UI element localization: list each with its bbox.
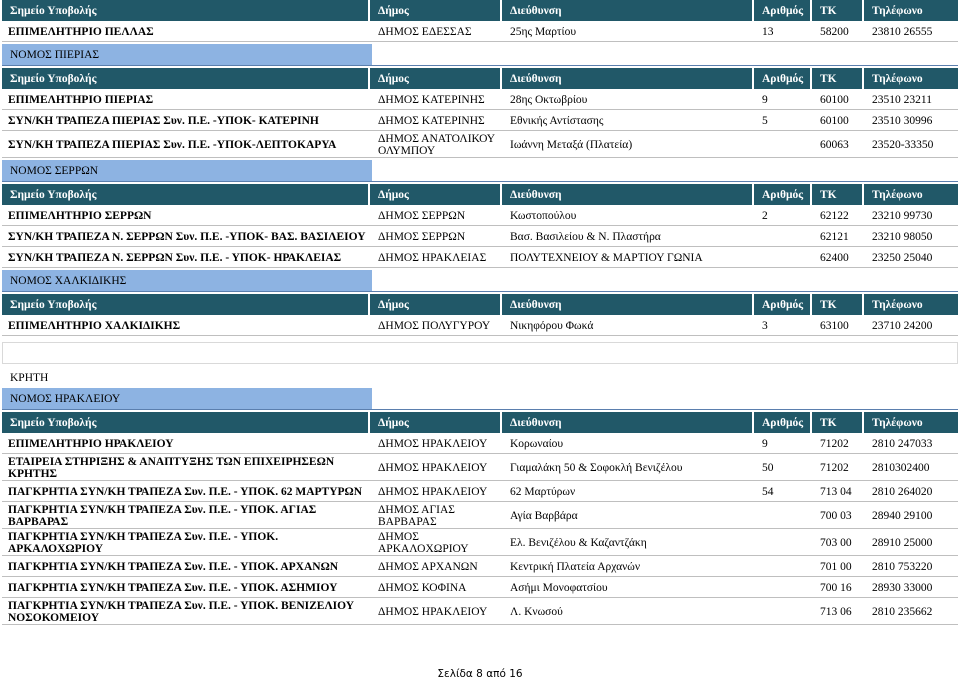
header-address: Διεύθυνση — [504, 68, 754, 89]
table-row — [2, 558, 958, 577]
cell-address: Κεντρική Πλατεία Αρχανών — [510, 561, 641, 573]
cell-address: ΠΟΛΥΤΕΧΝΕΙΟΥ & ΜΑΡΤΙΟΥ ΓΩΝΙΑ — [510, 252, 703, 264]
cell-number: 9 — [762, 438, 768, 450]
header-point: Σημείο Υποβολής — [2, 412, 370, 433]
cell-tk: 71202 — [820, 462, 849, 474]
table-header-row — [2, 0, 958, 21]
cell-number — [756, 600, 812, 624]
header-address: Διεύθυνση — [504, 184, 754, 205]
cell-address: Ιωάννη Μεταξά (Πλατεία) — [510, 139, 633, 151]
cell-tk: 701 00 — [820, 561, 852, 573]
cell-dimos: ΔΗΜΟΣ ΚΑΤΕΡΙΝΗΣ — [378, 94, 485, 106]
cell-point: ΠΑΓΚΡΗΤΙΑ ΣΥΝ/ΚΗ ΤΡΑΠΕΖΑ Συν. Π.Ε. - ΥΠΟΚ. ΑΣΗΜΙΟΥ — [8, 582, 338, 594]
cell-phone: 28930 33000 — [872, 582, 933, 594]
cell-point: ΣΥΝ/ΚΗ ΤΡΑΠΕΖΑ ΠΙΕΡΙΑΣ Συν. Π.Ε. -ΥΠΟΚ- ΚΑΤΕΡΙΝΗ — [8, 115, 319, 127]
header-phone: Τηλέφωνο — [872, 4, 923, 17]
cell-number — [756, 133, 812, 157]
header-point: Σημείο Υποβολής — [2, 0, 370, 21]
cell-number: 54 — [762, 486, 774, 498]
cell-tk: 62122 — [820, 210, 849, 222]
cell-point: ΕΠΙΜΕΛΗΤΗΡΙΟ ΧΑΛΚΙΔΙΚΗΣ — [8, 320, 181, 332]
cell-dimos: ΔΗΜΟΣ ΚΟΦΙΝΑ — [378, 582, 467, 594]
cell-tk: 62400 — [820, 252, 849, 264]
cell-point: ΠΑΓΚΡΗΤΙΑ ΣΥΝ/ΚΗ ΤΡΑΠΕΖΑ Συν. Π.Ε. - ΥΠΟΚ. ΑΡΚΑΛΟΧΩΡΙΟΥ — [8, 531, 279, 555]
cell-tk: 60100 — [820, 115, 849, 127]
cell-dimos: ΔΗΜΟΣ ΣΕΡΡΩΝ — [378, 210, 466, 222]
cell-tk: 71202 — [820, 438, 849, 450]
cell-tk: 700 16 — [820, 582, 852, 594]
table-header-row — [2, 184, 958, 205]
prefecture-title: ΝΟΜΟΣ ΧΑΛΚΙΔΙΚΗΣ — [10, 274, 127, 287]
cell-dimos: ΔΗΜΟΣ ΚΑΤΕΡΙΝΗΣ — [378, 115, 485, 127]
cell-dimos: ΔΗΜΟΣ ΑΓΙΑΣ ΒΑΡΒΑΡΑΣ — [378, 504, 455, 528]
cell-point: ΕΠΙΜΕΛΗΤΗΡΙΟ ΣΕΡΡΩΝ — [8, 210, 152, 222]
cell-dimos: ΔΗΜΟΣ ΗΡΑΚΛΕΙΟΥ — [378, 438, 488, 450]
header-address: Διεύθυνση — [504, 0, 754, 21]
table-row — [2, 91, 958, 110]
cell-phone: 23210 99730 — [872, 210, 933, 222]
table-row — [2, 207, 958, 226]
cell-phone: 23210 98050 — [872, 231, 933, 243]
header-dimos: Δήμος — [372, 294, 502, 315]
cell-number: 9 — [762, 94, 768, 106]
table-row — [2, 23, 958, 42]
table-row — [2, 435, 958, 454]
table-row — [2, 531, 958, 556]
table-header-row — [2, 412, 958, 433]
cell-tk: 60100 — [820, 94, 849, 106]
cell-address: Βασ. Βασιλείου & Ν. Πλαστήρα — [510, 231, 661, 243]
cell-number: 2 — [762, 210, 768, 222]
cell-number — [756, 558, 812, 576]
cell-dimos: ΔΗΜΟΣ ΕΔΕΣΣΑΣ — [378, 26, 472, 38]
cell-phone: 23810 26555 — [872, 26, 933, 38]
cell-dimos: ΔΗΜΟΣ ΑΡΚΑΛΟΧΩΡΙΟΥ — [378, 531, 469, 555]
cell-dimos: ΔΗΜΟΣ ΗΡΑΚΛΕΙΟΥ — [378, 462, 488, 474]
cell-dimos: ΔΗΜΟΣ ΑΝΑΤΟΛΙΚΟΥ ΟΛΥΜΠΟΥ — [378, 133, 495, 157]
cell-point: ΕΤΑΙΡΕΙΑ ΣΤΗΡΙΞΗΣ & ΑΝΑΠΤΥΞΗΣ ΤΩΝ ΕΠΙΧΕΙΡΗΣΕΩΝ ΚΡΗΤΗΣ — [8, 456, 335, 480]
header-phone: Τηλέφωνο — [872, 188, 923, 201]
header-number: Αριθμός — [756, 0, 812, 21]
cell-number: 13 — [762, 26, 774, 38]
header-dimos: Δήμος — [372, 68, 502, 89]
cell-address: 62 Μαρτύρων — [510, 486, 576, 498]
table-row — [2, 600, 958, 625]
table-header-row — [2, 294, 958, 315]
table-row — [2, 317, 958, 336]
cell-address: Κορωναίου — [510, 438, 564, 450]
cell-phone: 2810 753220 — [872, 561, 933, 573]
table-row — [2, 133, 958, 158]
header-phone: Τηλέφωνο — [872, 416, 923, 429]
header-point: Σημείο Υποβολής — [2, 68, 370, 89]
cell-tk: 713 06 — [820, 606, 852, 618]
cell-phone: 28940 29100 — [872, 510, 933, 522]
header-number: Αριθμός — [756, 68, 812, 89]
table-row — [2, 483, 958, 502]
cell-tk: 60063 — [820, 139, 849, 151]
cell-point: ΠΑΓΚΡΗΤΙΑ ΣΥΝ/ΚΗ ΤΡΑΠΕΖΑ Συν. Π.Ε. - ΥΠΟΚ. 62 ΜΑΡΤΥΡΩΝ — [8, 486, 363, 498]
cell-tk: 63100 — [820, 320, 849, 332]
header-phone: Τηλέφωνο — [872, 72, 923, 85]
table-row — [2, 579, 958, 598]
prefecture-title: ΝΟΜΟΣ ΠΙΕΡΙΑΣ — [10, 48, 100, 61]
header-tk: ΤΚ — [814, 0, 864, 21]
cell-tk: 58200 — [820, 26, 849, 38]
cell-dimos: ΔΗΜΟΣ ΗΡΑΚΛΕΙΟΥ — [378, 486, 488, 498]
header-number: Αριθμός — [756, 184, 812, 205]
cell-address: Ασήμι Μονοφατσίου — [510, 582, 608, 594]
cell-number — [756, 249, 812, 267]
cell-phone: 2810 235662 — [872, 606, 933, 618]
cell-point: ΣΥΝ/ΚΗ ΤΡΑΠΕΖΑ Ν. ΣΕΡΡΩΝ Συν. Π.Ε. -ΥΠΟΚ- ΒΑΣ. ΒΑΣΙΛΕΙΟΥ — [8, 231, 366, 243]
cell-address: Νικηφόρου Φωκά — [510, 320, 594, 332]
cell-point: ΕΠΙΜΕΛΗΤΗΡΙΟ ΠΕΛΛΑΣ — [8, 26, 154, 38]
cell-number — [756, 531, 812, 555]
cell-dimos: ΔΗΜΟΣ ΣΕΡΡΩΝ — [378, 231, 466, 243]
prefecture-heading — [2, 388, 958, 410]
cell-number: 50 — [762, 462, 774, 474]
cell-number — [756, 504, 812, 528]
header-dimos: Δήμος — [372, 412, 502, 433]
cell-address: 25ης Μαρτίου — [510, 26, 577, 38]
page-footer: Σελίδα 8 από 16 — [437, 668, 523, 680]
header-address: Διεύθυνση — [504, 294, 754, 315]
heading-blank-area — [372, 270, 958, 291]
table-row — [2, 112, 958, 131]
heading-blank-area — [372, 388, 958, 409]
prefecture-heading — [2, 270, 958, 292]
cell-point: ΣΥΝ/ΚΗ ΤΡΑΠΕΖΑ ΠΙΕΡΙΑΣ Συν. Π.Ε. -ΥΠΟΚ-ΛΕΠΤΟΚΑΡΥΑ — [8, 139, 337, 151]
cell-point: ΕΠΙΜΕΛΗΤΗΡΙΟ ΠΙΕΡΙΑΣ — [8, 94, 154, 106]
header-point: Σημείο Υποβολής — [2, 184, 370, 205]
cell-dimos: ΔΗΜΟΣ ΗΡΑΚΛΕΙΟΥ — [378, 606, 488, 618]
cell-number — [756, 228, 812, 246]
cell-number: 3 — [762, 320, 768, 332]
cell-dimos: ΔΗΜΟΣ ΑΡΧΑΝΩΝ — [378, 561, 478, 573]
cell-phone: 23710 24200 — [872, 320, 933, 332]
cell-phone: 23520-33350 — [872, 139, 934, 151]
cell-address: Αγία Βαρβάρα — [510, 510, 578, 522]
heading-blank-area — [372, 160, 958, 181]
prefecture-title: ΝΟΜΟΣ ΣΕΡΡΩΝ — [10, 164, 99, 177]
header-dimos: Δήμος — [372, 184, 502, 205]
cell-phone: 2810 264020 — [872, 486, 933, 498]
header-phone: Τηλέφωνο — [872, 298, 923, 311]
header-tk: ΤΚ — [814, 184, 864, 205]
prefecture-heading — [2, 44, 958, 66]
table-row — [2, 249, 958, 268]
blank-row — [2, 342, 958, 364]
header-point: Σημείο Υποβολής — [2, 294, 370, 315]
header-number: Αριθμός — [756, 412, 812, 433]
cell-point: ΠΑΓΚΡΗΤΙΑ ΣΥΝ/ΚΗ ΤΡΑΠΕΖΑ Συν. Π.Ε. - ΥΠΟΚ. ΒΕΝΙΖΕΛΙΟΥ ΝΟΣΟΚΟΜΕΙΟΥ — [8, 600, 355, 624]
cell-point: ΣΥΝ/ΚΗ ΤΡΑΠΕΖΑ Ν. ΣΕΡΡΩΝ Συν. Π.Ε. - ΥΠΟΚ- ΗΡΑΚΛΕΙΑΣ — [8, 252, 342, 264]
cell-phone: 23510 30996 — [872, 115, 933, 127]
cell-address: Λ. Κνωσού — [510, 606, 563, 618]
cell-phone: 28910 25000 — [872, 537, 933, 549]
cell-address: Γιαμαλάκη 50 & Σοφοκλή Βενιζέλου — [510, 462, 683, 474]
cell-dimos: ΔΗΜΟΣ ΗΡΑΚΛΕΙΑΣ — [378, 252, 487, 264]
prefecture-title: ΝΟΜΟΣ ΗΡΑΚΛΕΙΟΥ — [10, 392, 121, 405]
heading-blank-area — [372, 44, 958, 65]
header-number: Αριθμός — [756, 294, 812, 315]
cell-point: ΠΑΓΚΡΗΤΙΑ ΣΥΝ/ΚΗ ΤΡΑΠΕΖΑ Συν. Π.Ε. - ΥΠΟΚ. ΑΓΙΑΣ ΒΑΡΒΑΡΑΣ — [8, 504, 317, 528]
region-title: ΚΡΗΤΗ — [10, 372, 49, 384]
table-row — [2, 504, 958, 529]
cell-address: 28ης Οκτωβρίου — [510, 94, 588, 106]
header-tk: ΤΚ — [814, 68, 864, 89]
table-row — [2, 228, 958, 247]
cell-tk: 713 04 — [820, 486, 852, 498]
cell-dimos: ΔΗΜΟΣ ΠΟΛΥΓΥΡΟΥ — [378, 320, 491, 332]
cell-address: Κωστοπούλου — [510, 210, 577, 222]
cell-phone: 23510 23211 — [872, 94, 932, 106]
cell-phone: 23250 25040 — [872, 252, 933, 264]
region-heading — [2, 370, 958, 386]
header-address: Διεύθυνση — [504, 412, 754, 433]
cell-point: ΕΠΙΜΕΛΗΤΗΡΙΟ ΗΡΑΚΛΕΙΟΥ — [8, 438, 174, 450]
cell-address: Ελ. Βενιζέλου & Καζαντζάκη — [510, 537, 647, 549]
cell-number: 5 — [762, 115, 768, 127]
table-row — [2, 456, 958, 481]
cell-tk: 703 00 — [820, 537, 852, 549]
cell-tk: 62121 — [820, 231, 849, 243]
cell-address: Εθνικής Αντίστασης — [510, 115, 604, 127]
cell-point: ΠΑΓΚΡΗΤΙΑ ΣΥΝ/ΚΗ ΤΡΑΠΕΖΑ Συν. Π.Ε. - ΥΠΟΚ. ΑΡΧΑΝΩΝ — [8, 561, 339, 573]
cell-phone: 2810 247033 — [872, 438, 933, 450]
cell-phone: 2810302400 — [872, 462, 930, 474]
table-header-row — [2, 68, 958, 89]
header-tk: ΤΚ — [814, 412, 864, 433]
header-tk: ΤΚ — [814, 294, 864, 315]
header-dimos: Δήμος — [372, 0, 502, 21]
prefecture-heading — [2, 160, 958, 182]
cell-number — [756, 579, 812, 597]
cell-tk: 700 03 — [820, 510, 852, 522]
